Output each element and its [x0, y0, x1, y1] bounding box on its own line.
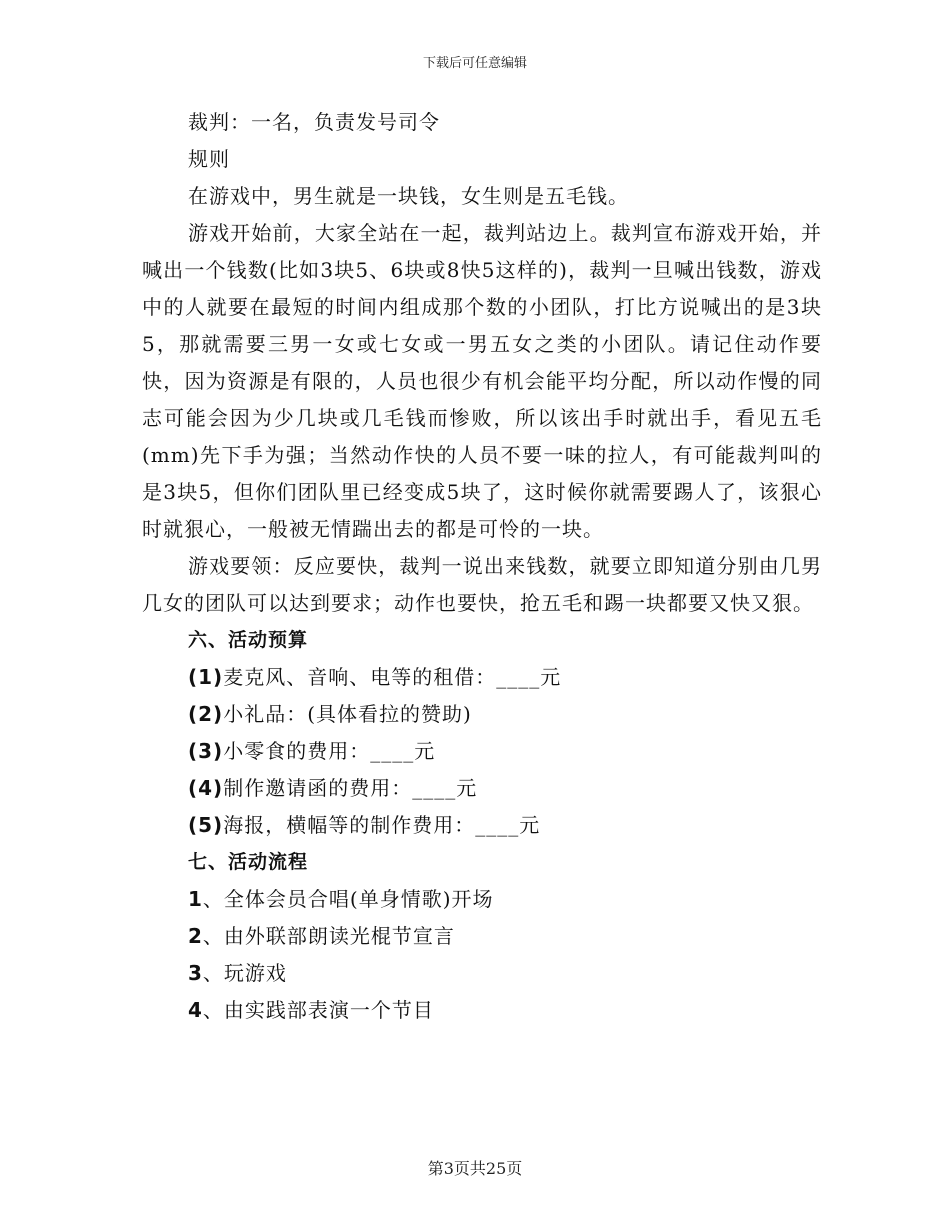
budget-item: [142, 733, 822, 770]
budget-item-number: (3): [188, 739, 224, 763]
process-item-number: 1: [188, 887, 203, 911]
process-item-text: 、玩游戏: [202, 961, 287, 985]
process-item-number: 3: [188, 961, 203, 985]
budget-item-text: 制作邀请函的费用：____元: [223, 776, 478, 800]
process-item: [142, 992, 822, 1029]
referee-line: 裁判：一名，负责发号司令: [188, 110, 440, 134]
process-heading: 七、活动流程: [188, 851, 309, 873]
budget-item-number: (2): [188, 702, 224, 726]
budget-item: [142, 696, 822, 733]
process-item: [142, 881, 822, 918]
budget-item-number: (5): [188, 813, 224, 837]
budget-item-number: (1): [188, 665, 224, 689]
process-item-text: 、由外联部朗读光棍节宣言: [202, 924, 455, 948]
process-list: [142, 881, 822, 1029]
process-item-number: 2: [188, 924, 203, 948]
tips-paragraph: 游戏要领：反应要快，裁判一说出来钱数，就要立即知道分别由几男几女的团队可以达到要求；动作也要快，抢五毛和踢一块都要又快又狠。: [142, 554, 822, 615]
budget-item-text: 小礼品：(具体看拉的赞助): [223, 702, 472, 726]
process-item: [142, 918, 822, 955]
process-item: [142, 955, 822, 992]
game-paragraph: 游戏开始前，大家全站在一起，裁判站边上。裁判宣布游戏开始，并喊出一个钱数(比如3块5、6块或8快5这样的)，裁判一旦喊出钱数，游戏中的人就要在最短的时间内组成那个数的小团队，打比方说喊出的是3块5，那就需要三男一女或七女或一男五女之类的小团队。请记住动作要快，因为资源是有限的，人员也很少有机会能平均分配，所以动作慢的同志可能会因为少几块或几毛钱而惨败，所以该出手时就出手，看见五毛(mm)先下手为强；当然动作快的人员不要一味的拉人，有可能裁判叫的是3块5，但你们团队里已经变成5块了，这时候你就需要踢人了，该狠心时就狠心，一般被无情踹出去的都是可怜的一块。: [142, 221, 822, 541]
budget-item-text: 小零食的费用：____元: [223, 739, 436, 763]
budget-list: [142, 659, 822, 844]
rules-heading: 规则: [188, 147, 230, 171]
process-item-text: 、全体会员合唱(单身情歌)开场: [202, 887, 494, 911]
budget-item: [142, 770, 822, 807]
process-item-text: 、由实践部表演一个节目: [202, 998, 434, 1022]
budget-heading: 六、活动预算: [188, 629, 309, 651]
budget-item-text: 海报，横幅等的制作费用：____元: [223, 813, 541, 837]
page-content: [142, 104, 822, 1029]
budget-item-text: 麦克风、音响、电等的租借：____元: [223, 665, 562, 689]
budget-item-number: (4): [188, 776, 224, 800]
rule-intro: 在游戏中，男生就是一块钱，女生则是五毛钱。: [188, 184, 629, 208]
budget-item: [142, 807, 822, 844]
page-header: 下载后可任意编辑: [422, 56, 527, 71]
page-footer: 第3页共25页: [427, 1159, 523, 1178]
budget-item: [142, 659, 822, 696]
process-item-number: 4: [188, 998, 203, 1022]
